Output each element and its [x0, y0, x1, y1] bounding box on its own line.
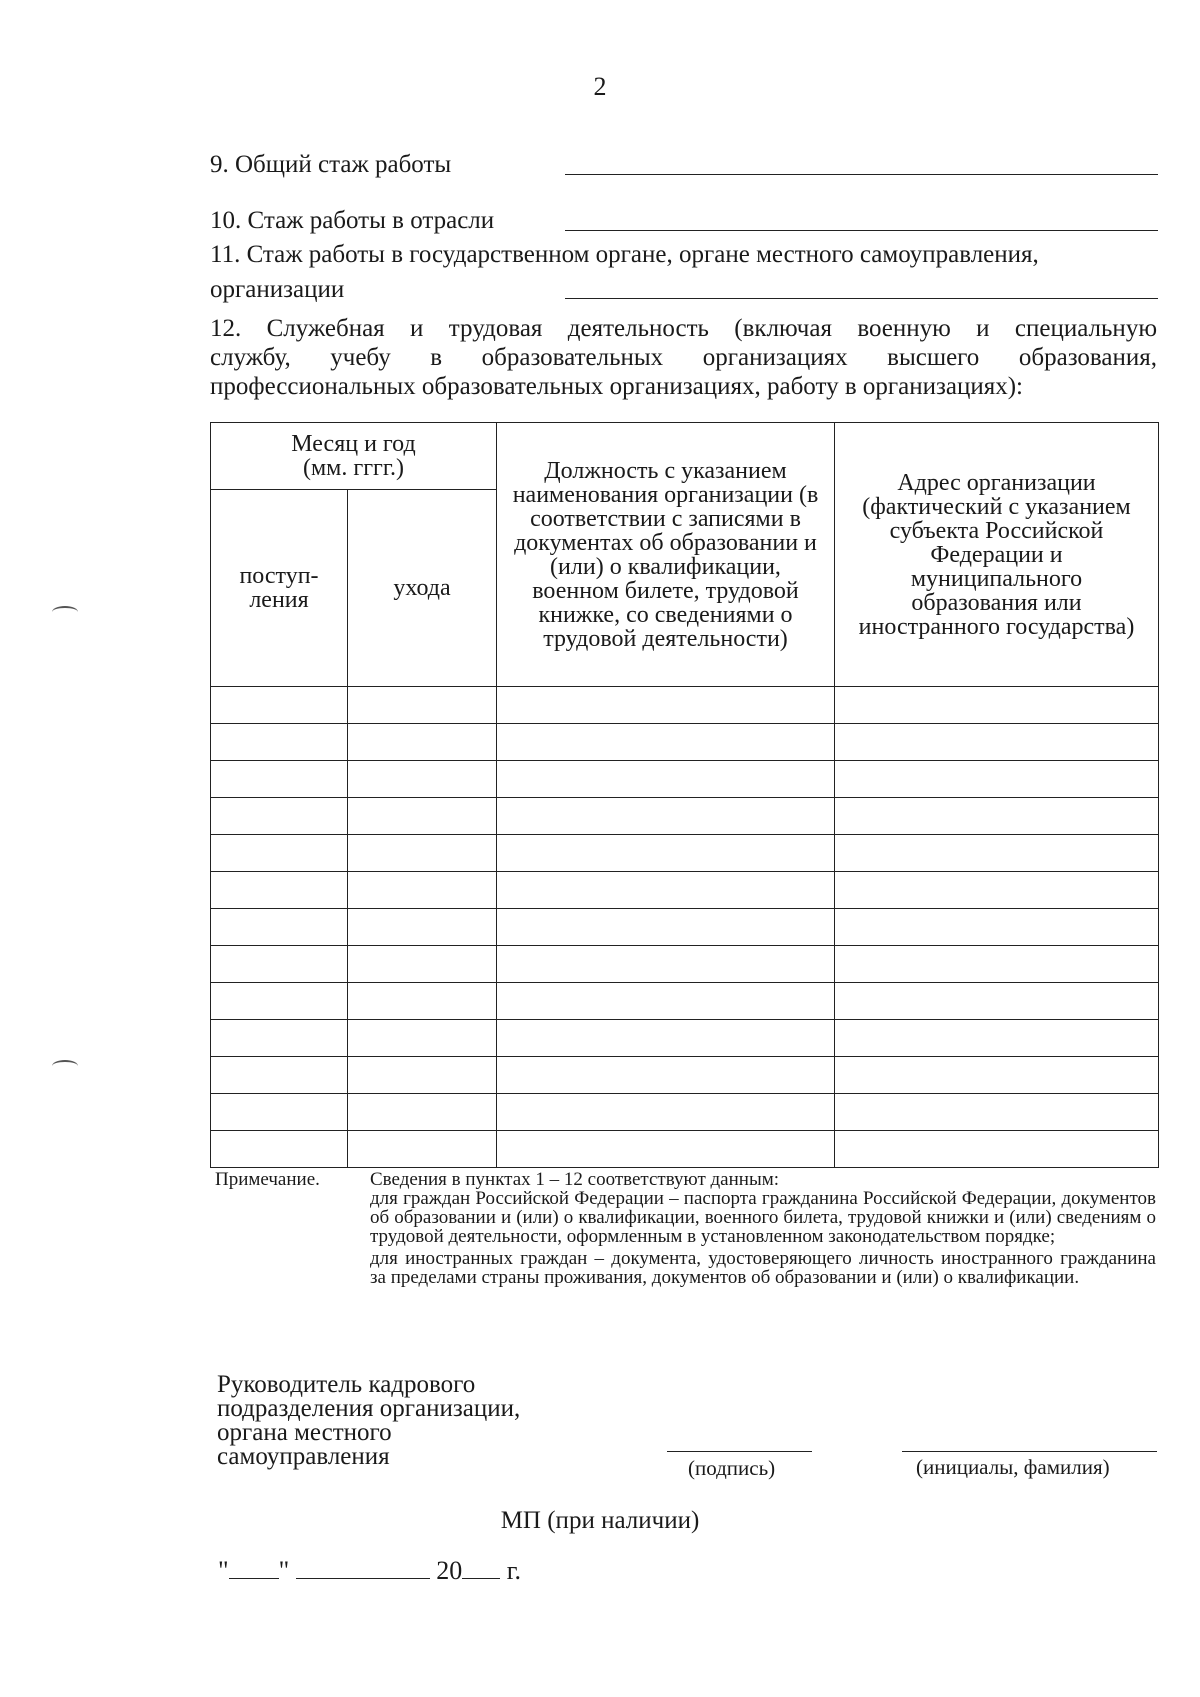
note-line-1: Сведения в пунктах 1 – 12 соответствуют данным: — [370, 1169, 780, 1190]
table-cell[interactable] — [211, 835, 348, 872]
table-cell[interactable] — [211, 909, 348, 946]
table-cell[interactable] — [497, 835, 835, 872]
name-caption: (инициалы, фамилия) — [916, 1455, 1110, 1479]
year-prefix: 20 — [436, 1556, 463, 1585]
table-cell[interactable] — [497, 983, 835, 1020]
table-cell[interactable] — [211, 798, 348, 835]
table-cell[interactable] — [835, 872, 1159, 909]
item-9-fill-line — [565, 174, 1158, 175]
table-cell[interactable] — [497, 946, 835, 983]
work-history-table — [210, 422, 1159, 1168]
stamp-placeholder: МП (при наличии) — [500, 1507, 700, 1534]
item-9-label: 9. Общий стаж работы — [210, 151, 452, 178]
table-cell[interactable] — [348, 687, 497, 724]
table-row — [211, 909, 1159, 946]
table-cell[interactable] — [348, 983, 497, 1020]
name-line — [902, 1451, 1157, 1452]
signatory-title-line-3: органа местного — [217, 1419, 392, 1446]
table-cell[interactable] — [348, 1020, 497, 1057]
signature-caption: (подпись) — [688, 1456, 776, 1480]
item-11-fill-line — [565, 298, 1158, 299]
date-open-quote: " — [218, 1556, 229, 1585]
table-cell[interactable] — [835, 1020, 1159, 1057]
item-10-label: 10. Стаж работы в отрасли — [210, 207, 495, 234]
table-cell[interactable] — [497, 798, 835, 835]
table-cell[interactable] — [211, 983, 348, 1020]
table-row — [211, 946, 1159, 983]
column-header-month-year: Месяц и год (мм. гггг.) — [211, 423, 497, 490]
table-cell[interactable] — [211, 1020, 348, 1057]
table-cell[interactable] — [835, 835, 1159, 872]
table-cell[interactable] — [835, 946, 1159, 983]
table-cell[interactable] — [211, 687, 348, 724]
table-cell[interactable] — [348, 872, 497, 909]
note-label: Примечание. — [215, 1169, 320, 1190]
item-10-fill-line — [565, 230, 1158, 231]
table-cell[interactable] — [835, 1131, 1159, 1168]
signature-block — [217, 1373, 520, 1469]
table-cell[interactable] — [211, 1057, 348, 1094]
table-row — [211, 798, 1159, 835]
table-cell[interactable] — [835, 1057, 1159, 1094]
table-cell[interactable] — [835, 798, 1159, 835]
table-cell[interactable] — [348, 798, 497, 835]
month-blank — [296, 1558, 430, 1579]
table-cell[interactable] — [497, 872, 835, 909]
table-cell[interactable] — [835, 1094, 1159, 1131]
note-paragraph-foreigners: для иностранных граждан – документа, удостоверяющего личность иностранного гражданина за пределами страны проживания, документов об образовании и (или) о квалификации. — [370, 1248, 1156, 1288]
column-header-address: Адрес организации (фактический с указанием субъекта Российской Федерации и муниципального образования или иностранного государства) — [835, 423, 1159, 687]
note-paragraph-citizens: для граждан Российской Федерации – паспорта гражданина Российской Федерации, документов об образовании и (или) о квалификации, военного билета, трудовой книжки и (или) сведениям о трудовой деятельности, оформленным в установленном законодательством порядке; — [370, 1188, 1156, 1247]
table-cell[interactable] — [348, 1057, 497, 1094]
table-cell[interactable] — [348, 946, 497, 983]
column-header-leaving: ухода — [348, 490, 497, 687]
table-cell[interactable] — [497, 1020, 835, 1057]
table-cell[interactable] — [497, 1094, 835, 1131]
table-cell[interactable] — [835, 724, 1159, 761]
table-cell[interactable] — [348, 1094, 497, 1131]
table-cell[interactable] — [835, 983, 1159, 1020]
signatory-title-line-4: самоуправления — [217, 1443, 390, 1470]
scan-artifact-mark — [52, 1060, 78, 1072]
table-row — [211, 687, 1159, 724]
column-header-admission: поступ- ления — [211, 490, 348, 687]
table-row — [211, 1020, 1159, 1057]
table-cell[interactable] — [497, 909, 835, 946]
table-row — [211, 1094, 1159, 1131]
table-cell[interactable] — [211, 872, 348, 909]
table-cell[interactable] — [211, 1131, 348, 1168]
day-blank — [229, 1558, 279, 1579]
table-row — [211, 724, 1159, 761]
column-header-position: Должность с указанием наименования организации (в соответствии с записями в документах об образовании и (или) о квалификации, военном билете, трудовой книжке, со сведениями о трудовой деятельности) — [497, 423, 835, 687]
item-12-text — [210, 314, 1157, 401]
work-history-rows — [211, 687, 1159, 1168]
page-number: 2 — [593, 72, 607, 101]
table-cell[interactable] — [211, 761, 348, 798]
signature-line — [667, 1451, 812, 1452]
table-cell[interactable] — [835, 687, 1159, 724]
table-cell[interactable] — [497, 1131, 835, 1168]
year-suffix: г. — [506, 1556, 521, 1585]
item-12-line-2: службу, учебу в образовательных организациях высшего образования, — [210, 344, 1157, 371]
table-row — [211, 872, 1159, 909]
table-row — [211, 761, 1159, 798]
table-cell[interactable] — [348, 761, 497, 798]
signatory-title-line-2: подразделения организации, — [217, 1395, 521, 1422]
table-cell[interactable] — [211, 946, 348, 983]
table-row — [211, 1057, 1159, 1094]
table-cell[interactable] — [497, 724, 835, 761]
note-body — [370, 1170, 1156, 1287]
table-row — [211, 1131, 1159, 1168]
table-row — [211, 835, 1159, 872]
table-cell[interactable] — [348, 1131, 497, 1168]
table-cell[interactable] — [497, 687, 835, 724]
table-cell[interactable] — [348, 909, 497, 946]
table-cell[interactable] — [348, 724, 497, 761]
table-cell[interactable] — [211, 1094, 348, 1131]
table-cell[interactable] — [835, 909, 1159, 946]
table-cell[interactable] — [348, 835, 497, 872]
table-row — [211, 983, 1159, 1020]
item-12-line-3: профессиональных образовательных организациях, работу в организациях): — [210, 373, 1023, 400]
table-cell[interactable] — [835, 761, 1159, 798]
signatory-title-line-1: Руководитель кадрового — [217, 1371, 476, 1398]
item-11-label: 11. Стаж работы в государственном органе, органе местного самоуправления, — [210, 241, 1039, 268]
item-11-label-cont: организации — [210, 276, 345, 303]
item-12-line-1: 12. Служебная и трудовая деятельность (включая военную и специальную — [210, 315, 1157, 342]
table-cell[interactable] — [497, 1057, 835, 1094]
table-cell[interactable] — [497, 761, 835, 798]
date-close-quote: " — [278, 1556, 290, 1585]
table-cell[interactable] — [211, 724, 348, 761]
scan-artifact-mark — [52, 606, 78, 618]
year-blank — [462, 1558, 500, 1579]
date-line — [218, 1556, 521, 1586]
